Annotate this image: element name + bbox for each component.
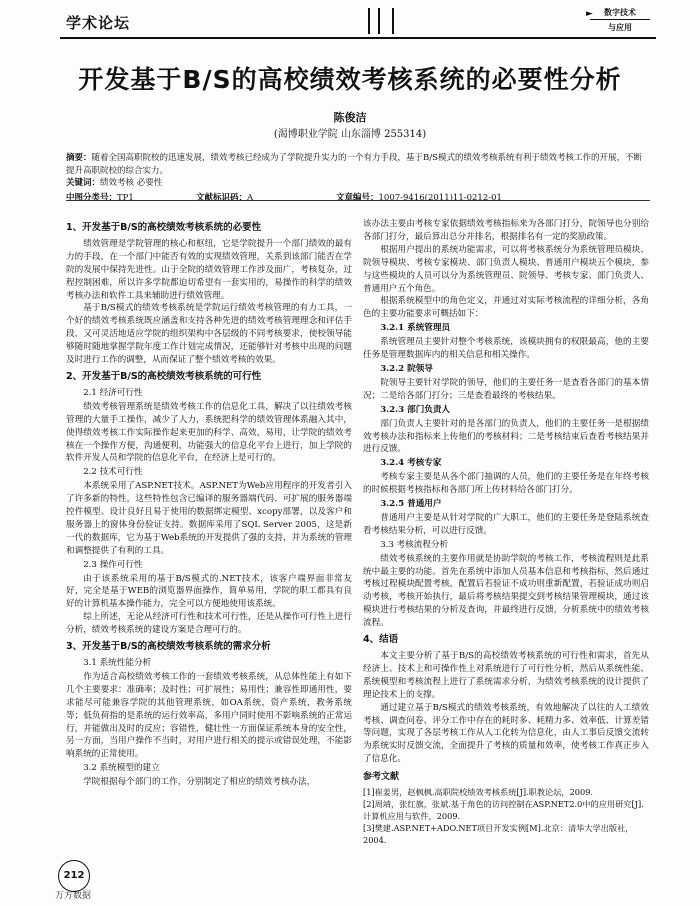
reference-item: [2]周靖，张红旗，张斌.基于角色的访问控制在ASP.NET2.0中的应用研究[J].计算机应用与软件，2009. [363,799,644,822]
divider [66,200,650,201]
paragraph: 绩效考核系统的主要作用就是协助学院的考核工作，考核流程则是此系统中最主要的功能。首先在系统中添加人员基本信息和考核指标，然后通过考核过程模块配置考核，配置后若验证不成功则重新配置，若验证成功则启动考核，考核开始执行，最后将考核结果提交到考核结果管理模块，通过该模块进行考核结果的分析及查询，并最终进行反馈，分析系统中的绩效考核流程。 [363,553,649,629]
affiliation: (渴博职业学院 山东淄博 255314) [273,129,427,140]
subheading-3-1: 3.1 系统性能分析 [83,658,152,668]
subheading-3-2: 3.2 系统模型的建立 [83,763,160,774]
paragraph: 考核专家主要是从各个部门抽调的人员，他们的主要任务是在年终考核的时候根据考核指标和各部门所上传材料给各部门打分。 [363,472,649,496]
abstract: 摘要：随着全国高职院校的迅速发展，绩效考核已经成为了学院提升实力的一个有力手段，基于B/S模式的绩效考核系统有利于绩效考核工作的开展，不断提升高职院校的综合实力。 [66,153,642,176]
paragraph: 基于B/S模式的绩效考核系统是学院运行绩效考核管理的有力工具，一个好的绩效考核系统既应涵盖和支持各种先进的绩效考核管理理念和评估手段，又可灵活地适应学院的组织架构中各层级的不同考核要求，使校领导能够随时随地掌握学院年度工作计划完成情况，还能够针对考核中出现的问题及时进行工作的调整，从而保证了整个绩效考核的效果。 [66,303,352,366]
left-column [66,218,352,789]
page-number: 212 [58,860,90,892]
heading-3: 3、开发基于B/S的高校绩效考核系统的需求分析 [66,641,271,653]
subheading-3-2-3: 3.2.3 部门负责人 [380,404,451,415]
header-bars-ornament [368,8,394,34]
paragraph: 院领导主要针对学院的领导，他们的主要任务一是查看各部门的基本情况；二是给各部门打分；三是查看最终的考核结果。 [363,377,649,401]
page-header [0,0,700,44]
classification-row: 中图分类号：TP1 文献标识码：A 文章编号：1007-9416(2011)11-0212-01 [66,192,502,203]
references-title: 参考文献 [363,772,400,783]
subheading-3-2-4: 3.2.4 考核专家 [380,458,442,469]
paragraph: 根据用户提出的系统功能需求，可以将考核系统分为系统管理员模块、院领导模块、考核专家模块、部门负责人模块、普通用户模块五个模块，参与这些模块的人员可以分为系统管理员、院领导、考核专家、部门负责人、普通用户五个角色。 [363,244,649,294]
logo-bottom: 与应用 [608,22,632,32]
paragraph: 绩效管理是学院管理的核心和枢纽，它是学院提升一个部门绩效的最有力的手段，在一个部门中能否有效的实现绩效管理，关系到该部门能否在学院的发展中保持先进性。山于全院的绩效管理工作涉及面广，考核复杂，过程控制困难，所以许多学院都迫切希望有一套实用的，易操作的科学的绩效考核办法和软件工具来辅助进行绩效管理。 [66,238,352,301]
article-title: 开发基于B/S的高校绩效考核系统的必要性分析 [78,65,622,94]
subheading-2-1: 2.1 经济可行性 [83,387,143,398]
journal-logo [586,6,650,33]
author: 陈俊洁 [333,111,367,124]
subheading-3-2-2: 3.2.2 院领导 [380,363,433,374]
paragraph: 该办法主要由考核专家依据绩效考核指标来为各部门打分，院领导也分别给各部门打分，最后算出总分并排名，根据排名有一定的奖励政策。 [363,219,649,242]
reference-item: [3]樊建.ASP.NET+ADO.NET项目开发实例[M].北京：清华大学出版社，2004. [363,823,634,846]
paragraph: 本系统采用了ASP.NET技术。ASP.NET为Web应用程序的开发者引入了许多新的特性，这些特性包含已编译的服务器端代码、可扩展的服务器端控件模型、设计良好且易于使用的数据绑定模型、xcopy部署，以及客户和服务器上的窗体身份验证支持。数据库采用了SQL Server 2005，这是新一代的数据库，它为基于Web系统的开发提供了强的支持，并为系统的管理和调整提供了有利的工具。 [66,481,352,556]
heading-4: 4、结语 [363,634,399,646]
reference-item: [1]崔姜男，赵枫枫.高职院校绩效考核系统[J].职教论坛，2009. [363,787,594,798]
paragraph: 综上所述，无论从经济可行性和技术可行性，还是从操作可行性上进行分析，绩效考核系统的建设方案是合理可行的。 [66,612,352,636]
section-label: 学术论坛 [66,14,131,32]
subheading-2-2: 2.2 技术可行性 [83,467,143,478]
arrow-icon: ► [586,9,593,19]
logo-top: 数字技术 [604,7,636,17]
paragraph: 通过建立基于B/S模式的绩效考核系统，有效地解决了以往的人工绩效考核、调查问卷、评分工作中存在的耗时多、耗精力多、效率低、计算差错等问题，实现了各层考核工作从人工化转为信息化，由人工事后反馈交流转为系统实时反馈交流，全面提升了考核的质量和效率，使考核工作真正步入了信息化。 [363,702,649,765]
paragraph: 绩效考核管理系统是绩效考核工作的信息化工具，解决了以往绩效考核管理的大量手工操作，减少了人力，系统把科学的绩效管理体系融入其中，使得绩效考核工作实际操作起来更加的科学、高效，易用，让学院的绩效考核在一个操作方便，沟通便利，功能强大的信息化平台上进行，加上学院的软件开发人员和学院的信息化平台，在经济上是可行的。 [66,401,352,464]
subheading-3-3: 3.3 考核流程分析 [380,539,449,550]
paragraph: 系统管理员主要针对整个考核系统，该模块拥有的权限最高，他的主要任务是管理数据库内的相关信息和相关操作。 [363,337,649,361]
paragraph: 学院根据每个部门的工作，分别制定了相应的绩效考核办法， [83,777,316,788]
keywords: 关键词：绩效考核 必要性 [66,178,163,188]
paragraph: 由于该系统采用的基于B/S模式的.NET技术，该客户端界面非常友好，完全是基于WEB的浏览器界面操作，简单易用，学院的职工都具有良好的计算机基本操作能力，完全可以方便地使用该系统。 [66,573,352,610]
abstract-block [66,152,650,204]
paragraph: 本文主要分析了基于B/S的高校绩效考核系统的可行性和需求，首先从经济上、技术上和可操作性上对系统进行了可行性分析，然后从系统性能、系统模型和考核流程上进行了系统需求分析，为绩效考核系统的设计提供了理论技术上的支撑。 [363,651,649,700]
paragraph: 作为适合高校绩效考核工作的一套绩效考核系统，从总体性能上有如下几个主要要求：准确率；及时性；可扩展性；易用性；兼容性即通用性，要求能尽可能兼容学院的其他管理系统，如OA系统，资产系统，教务系统等；低负荷指的是系统的运行效率高，多用户同时使用不影响系统的正常运行，并能做出及时的反应；容错性，健壮性一方面保证系统本身的安全性，另一方面，当用户操作不当时，对用户进行相关的提示或错误处理，不能影响系统的正常使用。 [66,671,352,760]
watermark: 万方数据 [55,891,92,901]
paragraph: 普通用户主要是从针对学院的广大职工，他们的主要任务是登陆系统查看考核结果分析，可以进行反馈。 [363,512,649,536]
heading-2: 2、开发基于B/S的高校绩效考核系统的可行性 [66,370,262,382]
paragraph: 部门负责人主要针对的是各部门的负责人，他们的主要任务一是根据绩效考核办法和指标来上传他们的考核材料；二是考核结束后查看考核结果并进行反馈。 [363,418,649,455]
paragraph: 根据系统模型中的角色定义，并通过对实际考核流程的详细分析，各角色的主要功能要求可概括如下： [363,296,649,320]
subheading-2-3: 2.3 操作可行性 [83,559,143,570]
right-column [363,218,649,846]
header-rule [60,37,656,39]
heading-1: 1、开发基于B/S的高校绩效考核系统的必要性 [66,222,262,233]
subheading-3-2-5: 3.2.5 普通用户 [380,499,442,510]
subheading-3-2-1: 3.2.1 系统管理员 [380,323,451,334]
